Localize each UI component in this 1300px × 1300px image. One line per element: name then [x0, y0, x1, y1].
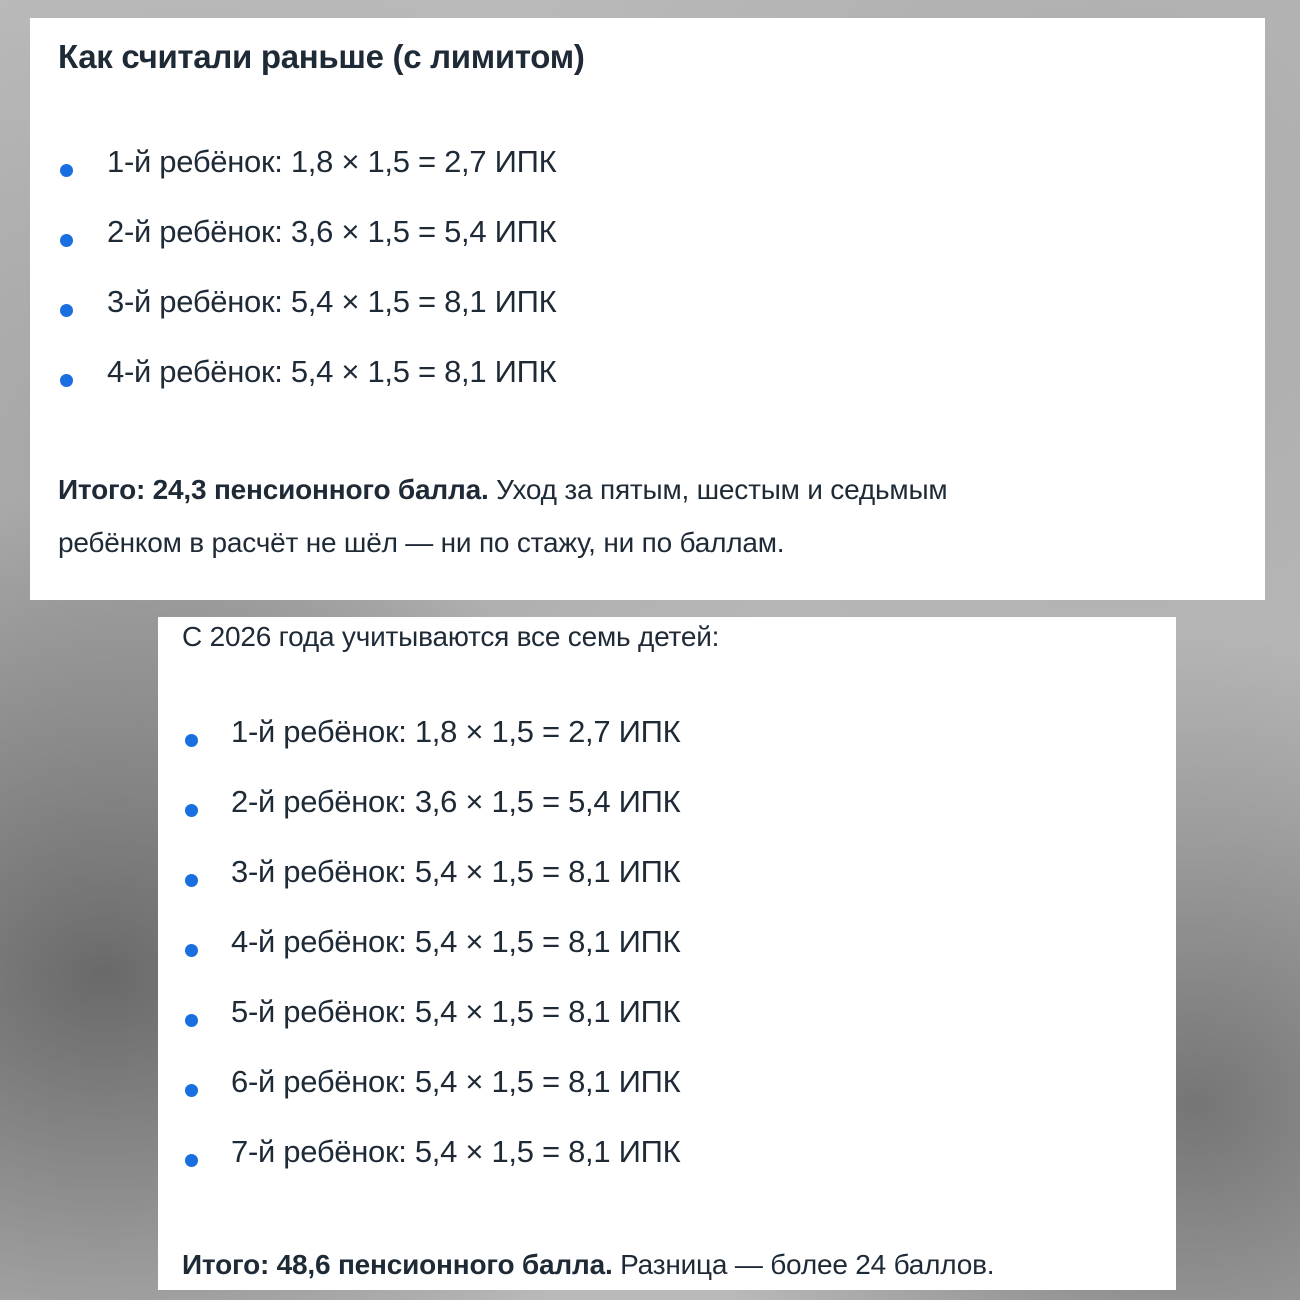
before-title: Как считали раньше (с лимитом) — [58, 38, 585, 75]
bullet-icon — [185, 944, 198, 957]
before-total-rest: Уход за пятым, шестым и седьмым — [488, 474, 948, 505]
list-item: 7-й ребёнок: 5,4 × 1,5 = 8,1 ИПК — [231, 1134, 681, 1169]
before-total-line2: ребёнком в расчёт не шёл — ни по стажу, ни по баллам. — [58, 527, 785, 558]
after-card — [158, 617, 1176, 1290]
after-total-rest: Разница — более 24 баллов. — [612, 1249, 995, 1280]
list-item: 5-й ребёнок: 5,4 × 1,5 = 8,1 ИПК — [231, 994, 681, 1029]
after-total-bold: Итого: 48,6 пенсионного балла. — [182, 1249, 613, 1280]
bullet-icon — [185, 1084, 198, 1097]
bullet-icon — [60, 164, 73, 177]
before-total-line1 — [58, 474, 947, 506]
list-item: 2-й ребёнок: 3,6 × 1,5 = 5,4 ИПК — [107, 214, 557, 249]
list-item: 3-й ребёнок: 5,4 × 1,5 = 8,1 ИПК — [107, 284, 557, 319]
bullet-icon — [185, 1154, 198, 1167]
list-item: 1-й ребёнок: 1,8 × 1,5 = 2,7 ИПК — [231, 714, 681, 749]
bullet-icon — [185, 804, 198, 817]
bullet-icon — [185, 734, 198, 747]
bullet-icon — [60, 304, 73, 317]
before-total-bold: Итого: 24,3 пенсионного балла. — [58, 474, 489, 505]
list-item: 6-й ребёнок: 5,4 × 1,5 = 8,1 ИПК — [231, 1064, 681, 1099]
bullet-icon — [185, 1014, 198, 1027]
bullet-icon — [60, 374, 73, 387]
before-card — [30, 18, 1265, 600]
bullet-icon — [185, 874, 198, 887]
list-item: 3-й ребёнок: 5,4 × 1,5 = 8,1 ИПК — [231, 854, 681, 889]
list-item: 2-й ребёнок: 3,6 × 1,5 = 5,4 ИПК — [231, 784, 681, 819]
after-intro: С 2026 года учитываются все семь детей: — [182, 621, 720, 652]
list-item: 1-й ребёнок: 1,8 × 1,5 = 2,7 ИПК — [107, 144, 557, 179]
bullet-icon — [60, 234, 73, 247]
list-item: 4-й ребёнок: 5,4 × 1,5 = 8,1 ИПК — [231, 924, 681, 959]
list-item: 4-й ребёнок: 5,4 × 1,5 = 8,1 ИПК — [107, 354, 557, 389]
after-total — [182, 1249, 994, 1281]
